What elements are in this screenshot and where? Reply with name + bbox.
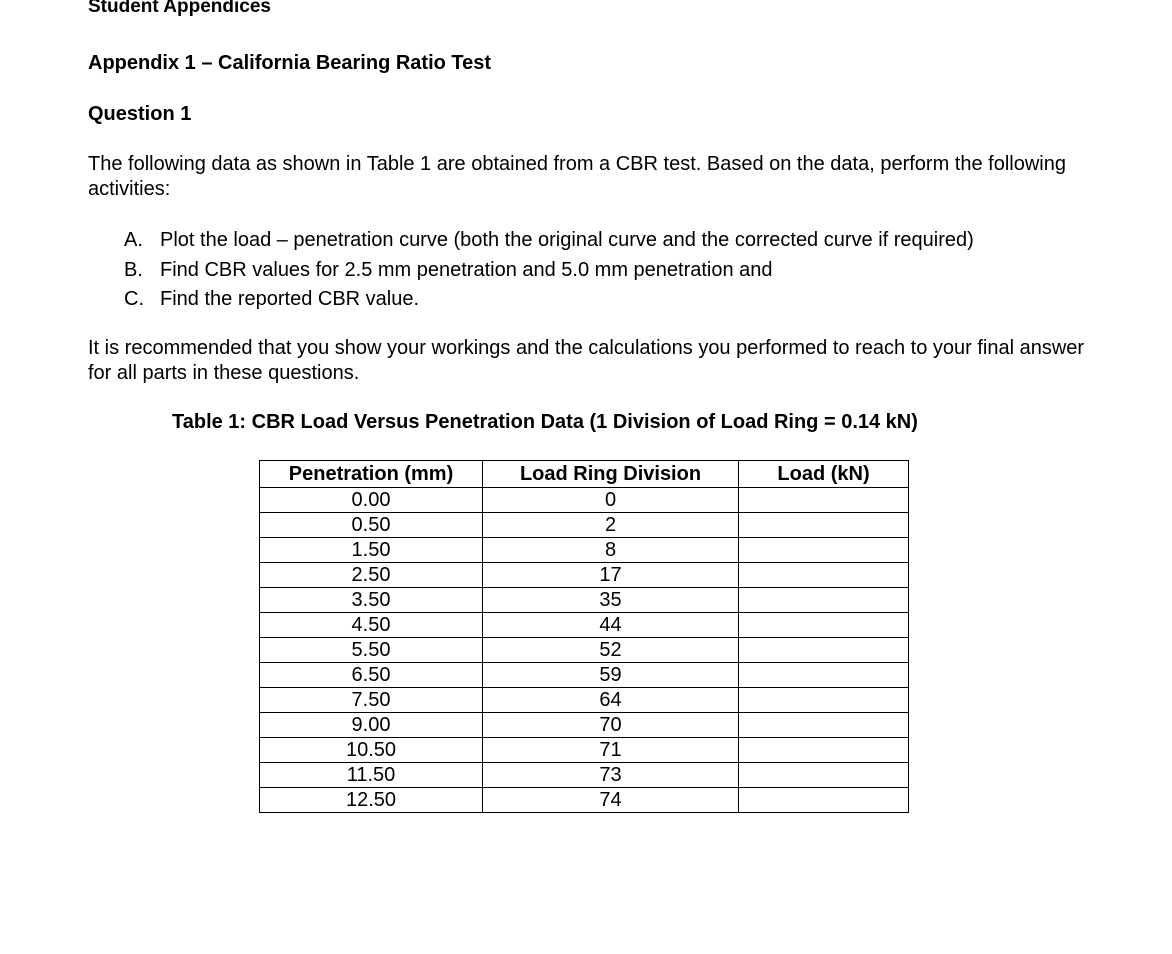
table-row xyxy=(260,538,909,563)
table-row xyxy=(260,763,909,788)
table-row xyxy=(260,663,909,688)
activity-text: Find the reported CBR value. xyxy=(160,288,420,310)
cell-penetration: 3.50 xyxy=(260,588,483,613)
cell-load-ring-division: 0 xyxy=(483,488,739,513)
cell-load-ring-division: 64 xyxy=(483,688,739,713)
table-header-row xyxy=(260,461,909,488)
cell-penetration: 4.50 xyxy=(260,613,483,638)
section-heading: Student Appendices xyxy=(88,0,271,17)
activity-text: Find CBR values for 2.5 mm penetration and 5.0 mm penetration and xyxy=(160,258,773,281)
cell-load-ring-division: 17 xyxy=(483,563,739,588)
column-header-load-ring-division: Load Ring Division xyxy=(483,461,739,488)
cell-penetration: 7.50 xyxy=(260,688,483,713)
cell-load-ring-division: 71 xyxy=(483,738,739,763)
activity-marker: B. xyxy=(124,258,143,281)
cell-penetration: 1.50 xyxy=(260,538,483,563)
activity-item xyxy=(124,258,974,288)
cell-load xyxy=(739,638,909,663)
cell-penetration: 0.50 xyxy=(260,513,483,538)
activity-item xyxy=(124,228,974,258)
table-row xyxy=(260,688,909,713)
cell-load-ring-division: 35 xyxy=(483,588,739,613)
cell-load xyxy=(739,538,909,563)
table-caption: Table 1: CBR Load Versus Penetration Data (1 Division of Load Ring = 0.14 kN) xyxy=(172,411,918,433)
cell-load xyxy=(739,738,909,763)
table-row xyxy=(260,788,909,813)
appendix-title: Appendix 1 – California Bearing Ratio Test xyxy=(88,52,492,74)
cell-penetration: 2.50 xyxy=(260,563,483,588)
table-row xyxy=(260,588,909,613)
cell-load-ring-division: 74 xyxy=(483,788,739,813)
cell-load xyxy=(739,588,909,613)
cell-load-ring-division: 8 xyxy=(483,538,739,563)
activity-marker: A. xyxy=(124,229,143,251)
cell-load xyxy=(739,688,909,713)
cell-load xyxy=(739,488,909,513)
recommendation-paragraph: It is recommended that you show your workings and the calculations you performed to reach to your final answer for all parts in these questions. xyxy=(88,337,1085,384)
column-header-penetration: Penetration (mm) xyxy=(260,461,483,488)
cell-penetration: 11.50 xyxy=(260,763,483,788)
table-row xyxy=(260,613,909,638)
question-title: Question 1 xyxy=(88,103,192,125)
cell-load xyxy=(739,763,909,788)
cbr-data-table xyxy=(259,460,909,813)
cell-load xyxy=(739,788,909,813)
cell-load xyxy=(739,563,909,588)
cell-load xyxy=(739,713,909,738)
table-row xyxy=(260,738,909,763)
cell-penetration: 0.00 xyxy=(260,488,483,513)
cell-load-ring-division: 59 xyxy=(483,663,739,688)
cell-load-ring-division: 52 xyxy=(483,638,739,663)
activity-marker: C. xyxy=(124,288,144,310)
cell-penetration: 12.50 xyxy=(260,788,483,813)
cell-load-ring-division: 73 xyxy=(483,763,739,788)
cell-load xyxy=(739,663,909,688)
cell-penetration: 6.50 xyxy=(260,663,483,688)
cell-load-ring-division: 70 xyxy=(483,713,739,738)
table-row xyxy=(260,488,909,513)
column-header-load: Load (kN) xyxy=(739,461,909,488)
table-row xyxy=(260,713,909,738)
table-row xyxy=(260,638,909,663)
cell-load xyxy=(739,613,909,638)
activity-text: Plot the load – penetration curve (both the original curve and the corrected curve if required) xyxy=(160,229,974,251)
cell-penetration: 5.50 xyxy=(260,638,483,663)
intro-paragraph: The following data as shown in Table 1 are obtained from a CBR test. Based on the data, perform the following activities: xyxy=(88,153,1066,200)
cell-penetration: 9.00 xyxy=(260,713,483,738)
cell-load-ring-division: 2 xyxy=(483,513,739,538)
table-row xyxy=(260,513,909,538)
cell-load xyxy=(739,513,909,538)
cell-load-ring-division: 44 xyxy=(483,613,739,638)
table-body xyxy=(260,488,909,813)
activity-item xyxy=(124,287,974,317)
activity-list xyxy=(124,228,974,317)
cell-penetration: 10.50 xyxy=(260,738,483,763)
table-row xyxy=(260,563,909,588)
